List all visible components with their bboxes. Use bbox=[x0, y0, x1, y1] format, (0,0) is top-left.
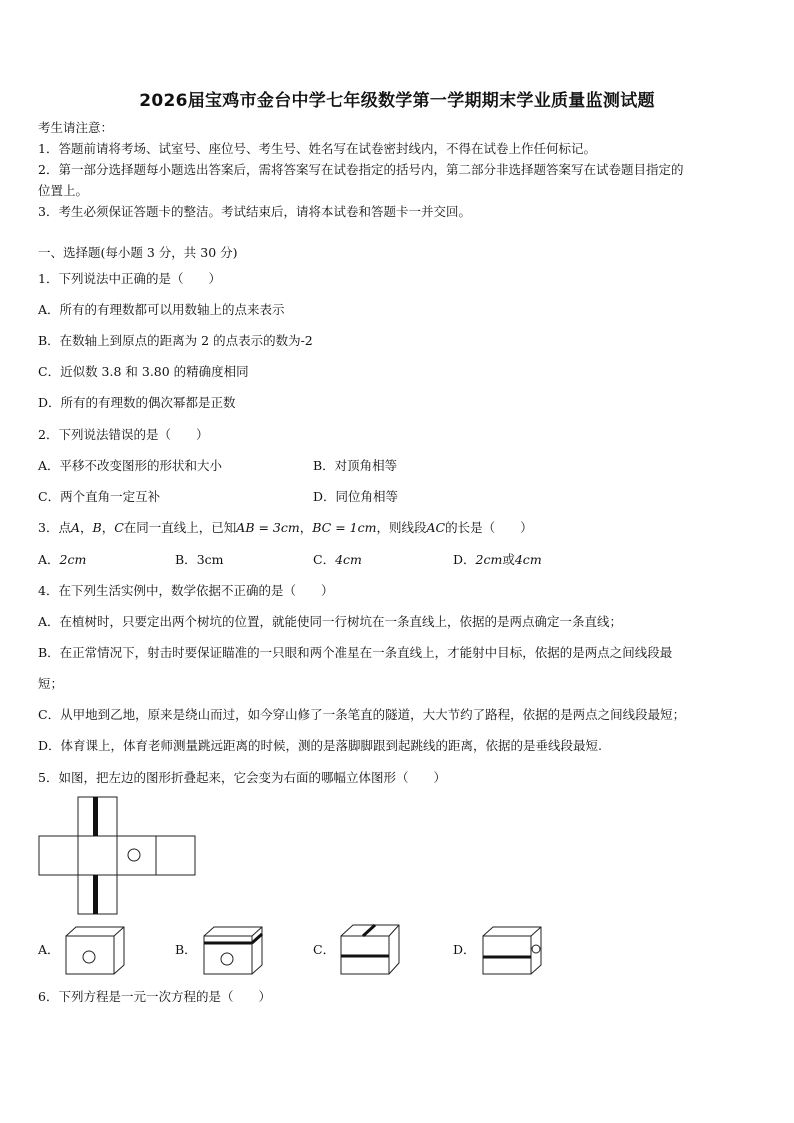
q5-option-a-label: A． bbox=[38, 942, 60, 957]
q4-option-b-cont: 短； bbox=[38, 676, 64, 691]
q4-option-b: B．在正常情况下，射击时要保证瞄准的一只眼和两个准星在一条直线上，才能射中目标，依据的是两点之间线段最 bbox=[38, 645, 673, 660]
q3-sep-3: ， bbox=[299, 520, 313, 535]
section-heading: 一、选择题(每小题 3 分，共 30 分) bbox=[38, 245, 238, 260]
q3-option-a-value: 2cm bbox=[59, 552, 87, 567]
q3-option-d-value-2: 4cm bbox=[514, 552, 542, 567]
q4-option-a: A．在植树时，只要定出两个树坑的位置，就能使同一行树坑在一条直线上，依据的是两点确定一条直线； bbox=[38, 614, 623, 629]
q3-stem-end: 的长是（ ） bbox=[445, 520, 533, 535]
q2-option-d: D．同位角相等 bbox=[313, 489, 399, 504]
q3-bc: BC bbox=[312, 520, 332, 535]
cube-option-a bbox=[65, 926, 127, 976]
q3-option-c-value: 4cm bbox=[335, 552, 362, 567]
q3-option-c-label: C． bbox=[313, 552, 336, 567]
q1-option-b: B．在数轴上到原点的距离为 2 的点表示的数为-2 bbox=[38, 333, 313, 348]
q5-option-d-label: D． bbox=[453, 942, 476, 957]
cube-option-c bbox=[340, 924, 402, 976]
q5-stem: 5．如图，把左边的图形折叠起来，它会变为右面的哪幅立体图形（ ） bbox=[38, 770, 446, 785]
q1-option-a: A．所有的有理数都可以用数轴上的点来表示 bbox=[38, 302, 285, 317]
cube-option-b bbox=[203, 926, 265, 976]
q3-option-b-value: 3cm bbox=[196, 552, 224, 567]
q1-option-c: C．近似数 3.8 和 3.80 的精确度相同 bbox=[38, 364, 249, 379]
q5-option-c-label: C． bbox=[313, 942, 336, 957]
q3-stem-pre: 3．点 bbox=[38, 520, 71, 535]
q2-option-a: A．平移不改变图形的形状和大小 bbox=[38, 458, 223, 473]
notice-item-2-cont: 位置上。 bbox=[38, 183, 89, 198]
q3-option-b-label: B． bbox=[175, 552, 197, 567]
q3-point-a: A bbox=[70, 520, 80, 535]
q1-option-d: D．所有的有理数的偶次幂都是正数 bbox=[38, 395, 236, 410]
q3-ab: AB bbox=[236, 520, 255, 535]
q3-ac: AC bbox=[426, 520, 446, 535]
q3-option-c bbox=[313, 552, 362, 568]
q3-point-b: B bbox=[92, 520, 102, 535]
q3-option-d-value-1: 2cm bbox=[475, 552, 503, 567]
q6-stem: 6．下列方程是一元一次方程的是（ ） bbox=[38, 989, 271, 1004]
q3-ab-value: = 3cm bbox=[254, 520, 300, 535]
q3-option-a bbox=[38, 552, 86, 568]
cube-net-figure bbox=[38, 796, 198, 916]
q3-option-b bbox=[175, 552, 224, 568]
page-title: 2026届宝鸡市金台中学七年级数学第一学期期末学业质量监测试题 bbox=[139, 91, 655, 111]
q1-stem: 1．下列说法中正确的是（ ） bbox=[38, 271, 221, 286]
q2-stem: 2．下列说法错误的是（ ） bbox=[38, 427, 209, 442]
q4-option-d: D．体育课上，体育老师测量跳远距离的时候，测的是落脚脚跟到起跳线的距离，依据的是垂线段最短. bbox=[38, 738, 602, 753]
notice-item-1: 1．答题前请将考场、试室号、座位号、考生号、姓名写在试卷密封线内，不得在试卷上作任何标记。 bbox=[38, 141, 596, 156]
q3-option-d bbox=[453, 552, 542, 568]
q3-sep-2: ， bbox=[101, 520, 115, 535]
cube-option-d bbox=[482, 926, 544, 976]
q3-bc-value: = 1cm bbox=[331, 520, 377, 535]
q4-stem: 4．在下列生活实例中，数学依据不正确的是（ ） bbox=[38, 583, 334, 598]
q2-option-b: B．对顶角相等 bbox=[313, 458, 398, 473]
q4-option-c: C．从甲地到乙地，原来是绕山而过，如今穿山修了一条笔直的隧道，大大节约了路程，依据的是两点之间线段最短； bbox=[38, 707, 686, 722]
notice-item-2: 2．第一部分选择题每小题选出答案后，需将答案写在试卷指定的括号内，第二部分非选择题答案写在试卷题目指定的 bbox=[38, 162, 684, 177]
q3-stem bbox=[38, 520, 533, 536]
q3-stem-mid: 在同一直线上，已知 bbox=[123, 520, 237, 535]
q2-option-c: C．两个直角一定互补 bbox=[38, 489, 161, 504]
notice-heading: 考生请注意： bbox=[38, 120, 114, 135]
q3-option-a-label: A． bbox=[38, 552, 60, 567]
notice-item-3: 3．考生必须保证答题卡的整洁。考试结束后，请将本试卷和答题卡一并交回。 bbox=[38, 204, 471, 219]
q3-point-c: C bbox=[114, 520, 124, 535]
q3-stem-mid2: ，则线段 bbox=[376, 520, 427, 535]
q3-option-d-or: 或 bbox=[502, 552, 515, 567]
q5-option-b-label: B． bbox=[175, 942, 197, 957]
q3-option-d-label: D． bbox=[453, 552, 476, 567]
q3-sep-1: ， bbox=[79, 520, 93, 535]
